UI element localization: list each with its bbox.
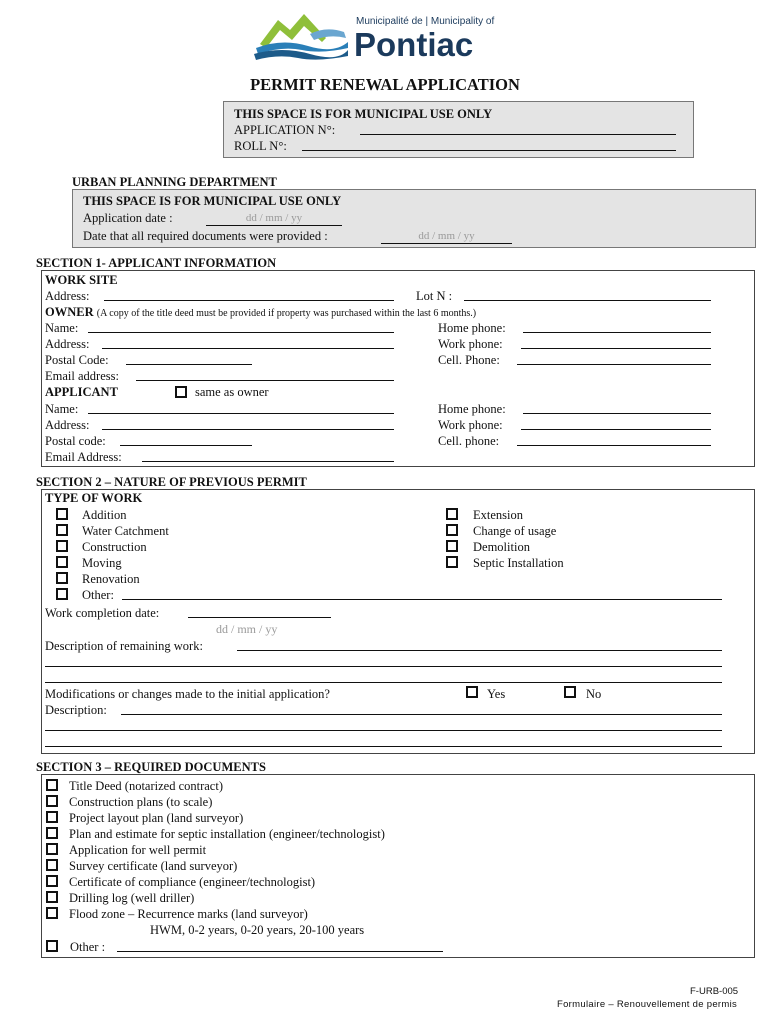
owner-work-phone-label: Work phone:	[438, 337, 503, 351]
survey-certificate-checkbox[interactable]	[46, 859, 58, 871]
demolition-label: Demolition	[473, 540, 530, 554]
work-site-label: WORK SITE	[45, 273, 118, 287]
construction-label: Construction	[82, 540, 147, 554]
construction-plans-checkbox[interactable]	[46, 795, 58, 807]
applicant-name-label: Name:	[45, 402, 79, 416]
description-line-3[interactable]	[45, 735, 722, 747]
worksite-address-field[interactable]	[104, 289, 394, 301]
applicant-home-phone-field[interactable]	[523, 402, 711, 414]
renovation-label: Renovation	[82, 572, 140, 586]
drilling-log-label: Drilling log (well driller)	[69, 891, 195, 905]
drilling-log-checkbox[interactable]	[46, 891, 58, 903]
roll-number-label: ROLL N°:	[234, 139, 287, 153]
lot-field[interactable]	[464, 289, 711, 301]
applicant-work-phone-label: Work phone:	[438, 418, 503, 432]
owner-postal-field[interactable]	[126, 353, 252, 365]
owner-name-field[interactable]	[88, 321, 394, 333]
hwm-label: HWM, 0-2 years, 0-20 years, 20-100 years	[150, 923, 365, 937]
description-label: Description:	[45, 703, 107, 717]
project-layout-checkbox[interactable]	[46, 811, 58, 823]
section1-title: SECTION 1- APPLICANT INFORMATION	[36, 256, 277, 270]
application-date-field[interactable]: dd / mm / yy	[206, 211, 342, 226]
applicant-cell-phone-field[interactable]	[517, 434, 711, 446]
septic-installation-checkbox[interactable]	[446, 556, 458, 568]
title-deed-label: Title Deed (notarized contract)	[69, 779, 223, 793]
other-document-checkbox[interactable]	[46, 940, 58, 952]
applicant-address-field[interactable]	[102, 418, 394, 430]
addition-label: Addition	[82, 508, 127, 522]
applicant-label: APPLICANT	[45, 385, 118, 399]
well-permit-label: Application for well permit	[69, 843, 207, 857]
applicant-address-label: Address:	[45, 418, 90, 432]
moving-label: Moving	[82, 556, 122, 570]
extension-label: Extension	[473, 508, 523, 522]
section2-title: SECTION 2 – NATURE OF PREVIOUS PERMIT	[36, 475, 307, 489]
construction-checkbox[interactable]	[56, 540, 68, 552]
municipal-heading: THIS SPACE IS FOR MUNICIPAL USE ONLY	[234, 107, 493, 121]
other-work-label: Other:	[82, 588, 114, 602]
logo-name: Pontiac	[354, 26, 474, 63]
other-work-checkbox[interactable]	[56, 588, 68, 600]
remaining-work-label: Description of remaining work:	[45, 639, 203, 653]
modifications-no-checkbox[interactable]	[564, 686, 576, 698]
owner-postal-label: Postal Code:	[45, 353, 109, 367]
septic-installation-label: Septic Installation	[473, 556, 564, 570]
modifications-no-label: No	[586, 687, 602, 701]
application-date-label: Application date :	[83, 211, 173, 225]
other-document-field[interactable]	[117, 940, 443, 952]
demolition-checkbox[interactable]	[446, 540, 458, 552]
owner-name-label: Name:	[45, 321, 79, 335]
form-code: F-URB-005	[690, 986, 739, 997]
owner-home-phone-label: Home phone:	[438, 321, 506, 335]
renovation-checkbox[interactable]	[56, 572, 68, 584]
applicant-work-phone-field[interactable]	[521, 418, 711, 430]
certificate-compliance-checkbox[interactable]	[46, 875, 58, 887]
logo-top-text: Municipalité de | Municipality of	[356, 16, 495, 27]
septic-plan-label: Plan and estimate for septic installation (engineer/technologist)	[69, 827, 385, 841]
remaining-work-line-2[interactable]	[45, 655, 722, 667]
urban-heading: THIS SPACE IS FOR MUNICIPAL USE ONLY	[83, 194, 342, 208]
survey-certificate-label: Survey certificate (land surveyor)	[69, 859, 238, 873]
owner-label: OWNER	[45, 305, 94, 319]
well-permit-checkbox[interactable]	[46, 843, 58, 855]
application-number-label: APPLICATION N°:	[234, 123, 336, 137]
owner-cell-phone-field[interactable]	[517, 353, 711, 365]
addition-checkbox[interactable]	[56, 508, 68, 520]
modifications-yes-label: Yes	[487, 687, 506, 701]
completion-date-label: Work completion date:	[45, 606, 160, 620]
application-number-field[interactable]	[360, 123, 676, 135]
certificate-compliance-label: Certificate of compliance (engineer/technologist)	[69, 875, 316, 889]
roll-number-field[interactable]	[302, 139, 676, 151]
owner-note: (A copy of the title deed must be provided if property was purchased within the last 6 months.)	[96, 308, 477, 319]
moving-checkbox[interactable]	[56, 556, 68, 568]
applicant-postal-label: Postal code:	[45, 434, 106, 448]
owner-address-field[interactable]	[102, 337, 394, 349]
completion-date-format: dd / mm / yy	[216, 622, 278, 636]
change-of-usage-checkbox[interactable]	[446, 524, 458, 536]
modifications-question: Modifications or changes made to the initial application?	[45, 687, 330, 701]
worksite-address-label: Address:	[45, 289, 90, 303]
owner-cell-phone-label: Cell. Phone:	[438, 353, 500, 367]
applicant-name-field[interactable]	[88, 402, 394, 414]
flood-zone-label: Flood zone – Recurrence marks (land surveyor)	[69, 907, 308, 921]
water-catchment-label: Water Catchment	[82, 524, 169, 538]
other-work-field[interactable]	[122, 588, 722, 600]
docs-date-field[interactable]: dd / mm / yy	[381, 229, 512, 244]
applicant-home-phone-label: Home phone:	[438, 402, 506, 416]
page-title: PERMIT RENEWAL APPLICATION	[250, 75, 520, 94]
lot-label: Lot N :	[416, 289, 453, 303]
applicant-email-label: Email Address:	[45, 450, 122, 464]
modifications-yes-checkbox[interactable]	[466, 686, 478, 698]
owner-email-label: Email address:	[45, 369, 119, 383]
owner-home-phone-field[interactable]	[523, 321, 711, 333]
form-label: Formulaire – Renouvellement de permis	[557, 999, 738, 1010]
remaining-work-field[interactable]	[237, 639, 722, 651]
applicant-email-field[interactable]	[142, 450, 394, 462]
completion-date-field[interactable]	[188, 606, 331, 618]
extension-checkbox[interactable]	[446, 508, 458, 520]
flood-zone-checkbox[interactable]	[46, 907, 58, 919]
applicant-postal-field[interactable]	[120, 434, 252, 446]
type-of-work-label: TYPE OF WORK	[45, 491, 143, 505]
section3-title: SECTION 3 – REQUIRED DOCUMENTS	[36, 760, 266, 774]
remaining-work-line-3[interactable]	[45, 671, 722, 683]
description-field[interactable]	[121, 703, 722, 715]
pontiac-logo	[252, 8, 522, 64]
septic-plan-checkbox[interactable]	[46, 827, 58, 839]
owner-work-phone-field[interactable]	[521, 337, 711, 349]
other-document-label: Other :	[70, 940, 106, 954]
water-catchment-checkbox[interactable]	[56, 524, 68, 536]
title-deed-checkbox[interactable]	[46, 779, 58, 791]
project-layout-label: Project layout plan (land surveyor)	[69, 811, 244, 825]
construction-plans-label: Construction plans (to scale)	[69, 795, 213, 809]
owner-email-field[interactable]	[136, 369, 394, 381]
applicant-cell-phone-label: Cell. phone:	[438, 434, 500, 448]
urban-planning-label: URBAN PLANNING DEPARTMENT	[72, 175, 277, 189]
owner-address-label: Address:	[45, 337, 90, 351]
change-of-usage-label: Change of usage	[473, 524, 557, 538]
same-as-owner-checkbox[interactable]	[175, 386, 187, 398]
description-line-2[interactable]	[45, 719, 722, 731]
same-as-owner-label: same as owner	[195, 385, 269, 399]
docs-date-label: Date that all required documents were provided :	[83, 229, 328, 243]
